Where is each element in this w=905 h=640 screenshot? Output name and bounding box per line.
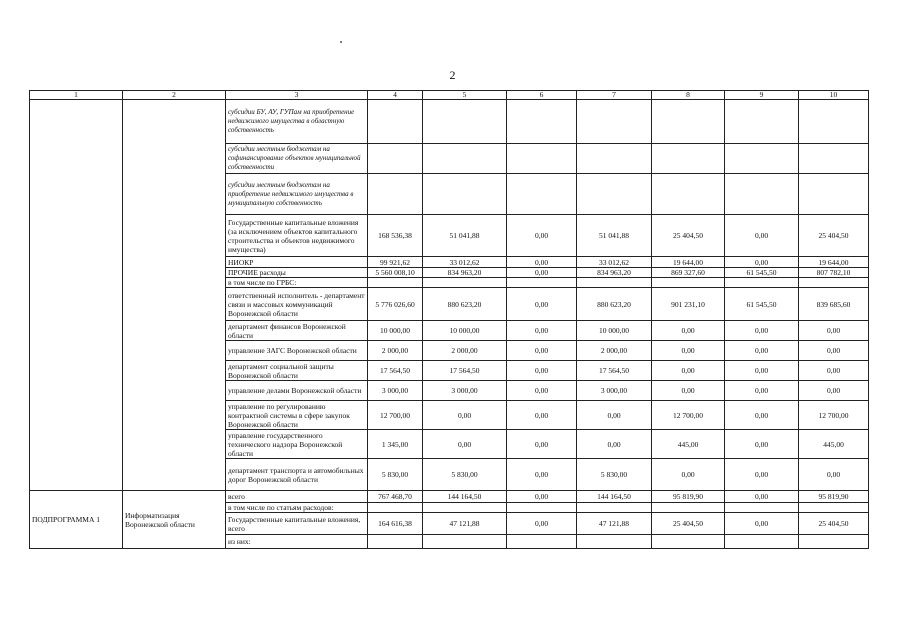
value-cell [423,100,507,144]
value-cell: 0,00 [725,215,799,257]
value-cell: 3 000,00 [423,381,507,401]
value-cell: 61 545,50 [725,268,799,278]
value-cell [423,535,507,549]
value-cell: 0,00 [507,215,577,257]
value-cell [368,503,423,513]
value-cell: 99 921,62 [368,257,423,268]
value-cell: 0,00 [507,257,577,268]
value-cell: 0,00 [577,430,652,459]
value-cell: 5 830,00 [368,459,423,491]
value-cell: 164 616,38 [368,513,423,535]
value-cell [423,144,507,174]
value-cell: 0,00 [507,268,577,278]
value-cell: 1 345,00 [368,430,423,459]
value-cell: 19 644,00 [652,257,725,268]
value-cell: 0,00 [507,381,577,401]
value-cell: 0,00 [725,381,799,401]
value-cell [652,535,725,549]
value-cell [799,278,869,288]
row-label: Государственные капитальные вложения, всего [226,513,368,535]
value-cell [652,174,725,215]
row-label: из них: [226,535,368,549]
value-cell: 25 404,50 [799,513,869,535]
value-cell: 0,00 [577,401,652,430]
value-cell: 767 468,70 [368,491,423,503]
column-1-cell [30,100,123,491]
value-cell: 0,00 [652,381,725,401]
row-label: управление государственного технического надзора Воронежской области [226,430,368,459]
row-label: департамент транспорта и автомобильных дорог Воронежской области [226,459,368,491]
value-cell: 5 560 008,10 [368,268,423,278]
value-cell [507,278,577,288]
row-label: субсидии БУ, АУ, ГУПам на приобретение недвижимого имущества в областную собственность [226,100,368,144]
value-cell: 2 000,00 [423,341,507,361]
value-cell [507,174,577,215]
value-cell [368,144,423,174]
row-label: управление делами Воронежской области [226,381,368,401]
value-cell: 25 404,50 [652,215,725,257]
value-cell: 0,00 [652,321,725,341]
value-cell: 0,00 [652,341,725,361]
value-cell: 0,00 [725,401,799,430]
value-cell: 834 963,20 [423,268,507,278]
row-label: в том числе по статьям расходов: [226,503,368,513]
value-cell [799,535,869,549]
value-cell: 0,00 [725,513,799,535]
value-cell: 0,00 [423,401,507,430]
value-cell [577,503,652,513]
value-cell [725,535,799,549]
value-cell [652,100,725,144]
value-cell [368,278,423,288]
table-row [30,100,869,144]
value-cell [368,100,423,144]
value-cell: 17 564,50 [577,361,652,381]
value-cell: 25 404,50 [652,513,725,535]
value-cell: 47 121,88 [423,513,507,535]
row-label: ответственный исполнитель - департамент связи и массовых коммуникаций Воронежской области [226,288,368,321]
value-cell: 0,00 [725,459,799,491]
value-cell: 901 231,10 [652,288,725,321]
value-cell [577,100,652,144]
scan-speck [340,41,342,43]
page-number: 2 [449,68,456,82]
value-cell: 0,00 [652,361,725,381]
value-cell: 12 700,00 [368,401,423,430]
value-cell [577,535,652,549]
value-cell: 10 000,00 [577,321,652,341]
value-cell: 839 685,60 [799,288,869,321]
value-cell: 0,00 [507,513,577,535]
column-header: 7 [577,91,652,100]
value-cell [577,144,652,174]
value-cell: 3 000,00 [577,381,652,401]
value-cell [725,144,799,174]
value-cell: 0,00 [725,361,799,381]
value-cell: 33 012,62 [577,257,652,268]
value-cell: 0,00 [507,321,577,341]
value-cell: 2 000,00 [368,341,423,361]
value-cell [577,174,652,215]
value-cell: 61 545,50 [725,288,799,321]
header-row [30,91,869,100]
value-cell: 0,00 [652,459,725,491]
value-cell: 807 782,10 [799,268,869,278]
row-label: в том числе по ГРБС: [226,278,368,288]
value-cell: 3 000,00 [368,381,423,401]
value-cell [725,278,799,288]
value-cell [725,174,799,215]
value-cell: 33 012,62 [423,257,507,268]
value-cell: 0,00 [507,341,577,361]
value-cell: 445,00 [799,430,869,459]
value-cell: 0,00 [507,491,577,503]
value-cell: 0,00 [507,430,577,459]
row-label: всего [226,491,368,503]
column-header: 8 [652,91,725,100]
value-cell: 51 041,88 [423,215,507,257]
value-cell: 0,00 [799,361,869,381]
value-cell: 5 830,00 [423,459,507,491]
value-cell: 0,00 [799,321,869,341]
value-cell [799,503,869,513]
value-cell [507,100,577,144]
value-cell: 0,00 [799,341,869,361]
column-header: 4 [368,91,423,100]
value-cell [799,144,869,174]
column-header: 6 [507,91,577,100]
value-cell: 47 121,88 [577,513,652,535]
value-cell: 12 700,00 [799,401,869,430]
value-cell [368,535,423,549]
subprogram-code: ПОДПРОГРАММА 1 [30,491,123,549]
value-cell: 19 644,00 [799,257,869,268]
value-cell: 0,00 [725,321,799,341]
row-label: управление по регулированию контрактной системы в сфере закупок Воронежской области [226,401,368,430]
value-cell: 880 623,20 [577,288,652,321]
value-cell: 0,00 [725,430,799,459]
row-label: субсидии местным бюджетам на приобретение недвижимого имущества в муниципальную собственность [226,174,368,215]
value-cell [368,174,423,215]
row-label: Государственные капитальные вложения (за исключением объектов капитального строительства и объектов недвижимого имущества) [226,215,368,257]
value-cell [423,503,507,513]
value-cell: 168 536,38 [368,215,423,257]
row-label: департамент социальной защиты Воронежской области [226,361,368,381]
value-cell: 144 164,50 [423,491,507,503]
row-label: департамент финансов Воронежской области [226,321,368,341]
column-header: 5 [423,91,507,100]
value-cell: 445,00 [652,430,725,459]
column-header: 3 [226,91,368,100]
value-cell: 880 623,20 [423,288,507,321]
column-2-cell [123,100,226,491]
value-cell: 5 776 026,60 [368,288,423,321]
value-cell: 17 564,50 [423,361,507,381]
value-cell: 10 000,00 [368,321,423,341]
value-cell: 0,00 [423,430,507,459]
value-cell: 0,00 [507,288,577,321]
value-cell [725,503,799,513]
column-header: 1 [30,91,123,100]
budget-table [29,90,869,549]
row-label: ПРОЧИЕ расходы [226,268,368,278]
value-cell [507,144,577,174]
row-label: управление ЗАГС Воронежской области [226,341,368,361]
value-cell [507,535,577,549]
value-cell: 0,00 [507,401,577,430]
value-cell: 0,00 [799,381,869,401]
value-cell [507,503,577,513]
subprogram-row [30,491,869,503]
value-cell: 0,00 [725,341,799,361]
value-cell: 0,00 [507,361,577,381]
value-cell [799,174,869,215]
column-header: 9 [725,91,799,100]
column-header: 10 [799,91,869,100]
value-cell [652,278,725,288]
value-cell: 51 041,88 [577,215,652,257]
value-cell [652,503,725,513]
value-cell: 5 830,00 [577,459,652,491]
value-cell: 0,00 [725,257,799,268]
value-cell [725,100,799,144]
value-cell [577,278,652,288]
value-cell: 12 700,00 [652,401,725,430]
value-cell: 2 000,00 [577,341,652,361]
row-label: НИОКР [226,257,368,268]
value-cell: 25 404,50 [799,215,869,257]
value-cell: 0,00 [507,459,577,491]
value-cell: 10 000,00 [423,321,507,341]
value-cell: 95 819,90 [799,491,869,503]
value-cell: 95 819,90 [652,491,725,503]
value-cell [423,174,507,215]
value-cell: 17 564,50 [368,361,423,381]
subprogram-name: Информатизация Воронежской области [123,491,226,549]
value-cell [423,278,507,288]
value-cell: 0,00 [725,491,799,503]
value-cell [652,144,725,174]
value-cell: 0,00 [799,459,869,491]
value-cell: 144 164,50 [577,491,652,503]
value-cell [799,100,869,144]
value-cell: 834 963,20 [577,268,652,278]
column-header: 2 [123,91,226,100]
value-cell: 869 327,60 [652,268,725,278]
row-label: субсидии местным бюджетам на софинансирование объектов муниципальной собственности [226,144,368,174]
